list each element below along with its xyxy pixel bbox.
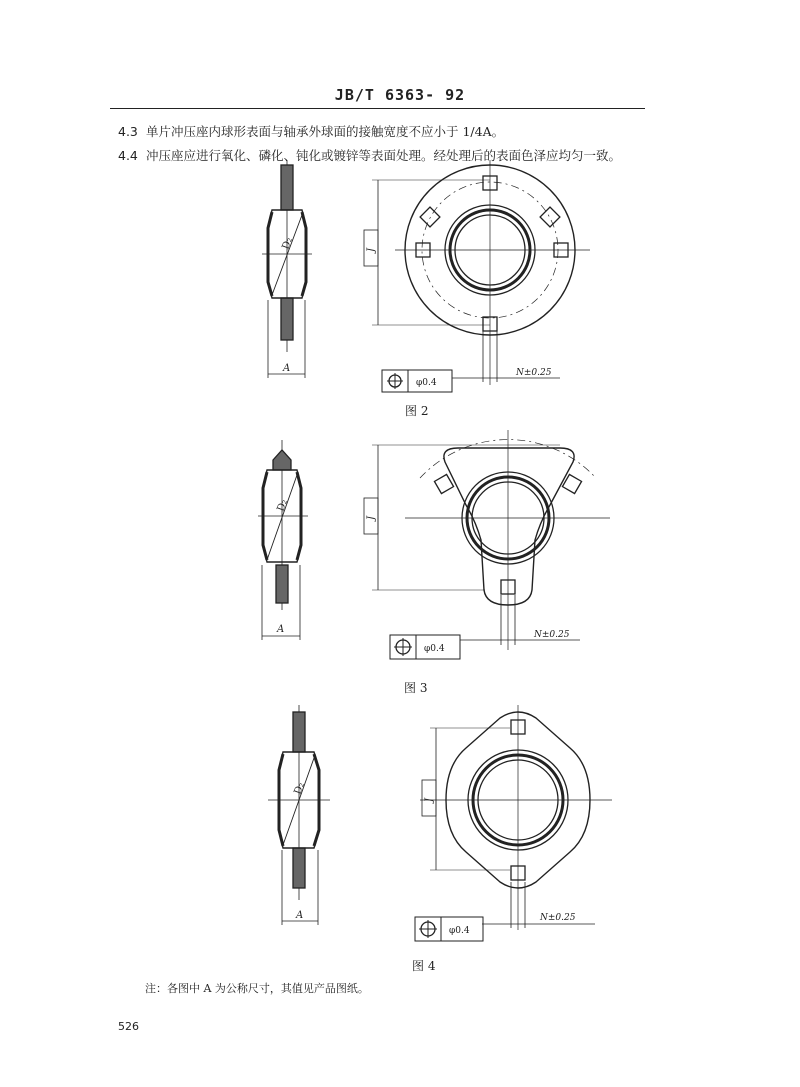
fig4-tolerance: φ0.4 bbox=[449, 926, 470, 936]
figure-3 bbox=[258, 430, 610, 695]
fig2-dim-d: D₂ bbox=[280, 235, 295, 252]
paragraph-text: 冲压座应进行氧化、磷化、钝化或镀锌等表面处理。经处理后的表面色泽应均匀一致。 bbox=[146, 148, 622, 163]
fig4-offset: N±0.25 bbox=[540, 913, 576, 923]
fig2-front-view bbox=[364, 160, 590, 392]
fig3-tolerance: φ0.4 bbox=[424, 644, 445, 654]
fig2-caption: 图 2 bbox=[405, 404, 429, 418]
fig2-tolerance: φ0.4 bbox=[416, 378, 437, 388]
fig2-dim-j: J bbox=[366, 247, 377, 252]
paragraph-text: 单片冲压座内球形表面与轴承外球面的接触宽度不应小于 1/4A。 bbox=[146, 124, 505, 139]
figure-4 bbox=[268, 705, 612, 973]
page-number: 526 bbox=[118, 1020, 139, 1033]
paragraph-number: 4.4 bbox=[118, 148, 138, 163]
fig3-dim-d: D₂ bbox=[275, 497, 290, 514]
fig4-dim-d: D₂ bbox=[292, 780, 307, 797]
fig2-dim-a: A bbox=[283, 363, 291, 374]
fig3-section-view bbox=[258, 440, 308, 640]
fig2-offset: N±0.25 bbox=[516, 368, 552, 378]
fig4-section-view bbox=[268, 705, 330, 925]
fig2-section-view bbox=[262, 160, 312, 378]
fig4-dim-j: J bbox=[424, 797, 435, 802]
figure-2 bbox=[262, 160, 590, 418]
fig4-front-view bbox=[415, 705, 612, 941]
paragraph-number: 4.3 bbox=[118, 124, 138, 139]
fig4-dim-a: A bbox=[296, 910, 304, 921]
fig3-offset: N±0.25 bbox=[534, 630, 570, 640]
fig3-caption: 图 3 bbox=[404, 681, 428, 695]
figure-note: 注：各图中 A 为公称尺寸，其值见产品图纸。 bbox=[145, 982, 369, 995]
fig4-caption: 图 4 bbox=[412, 959, 436, 973]
fig3-dim-a: A bbox=[277, 624, 285, 635]
fig3-dim-j: J bbox=[366, 515, 377, 520]
fig3-front-view bbox=[364, 430, 610, 659]
standard-header: JB/T 6363- 92 bbox=[334, 86, 466, 104]
